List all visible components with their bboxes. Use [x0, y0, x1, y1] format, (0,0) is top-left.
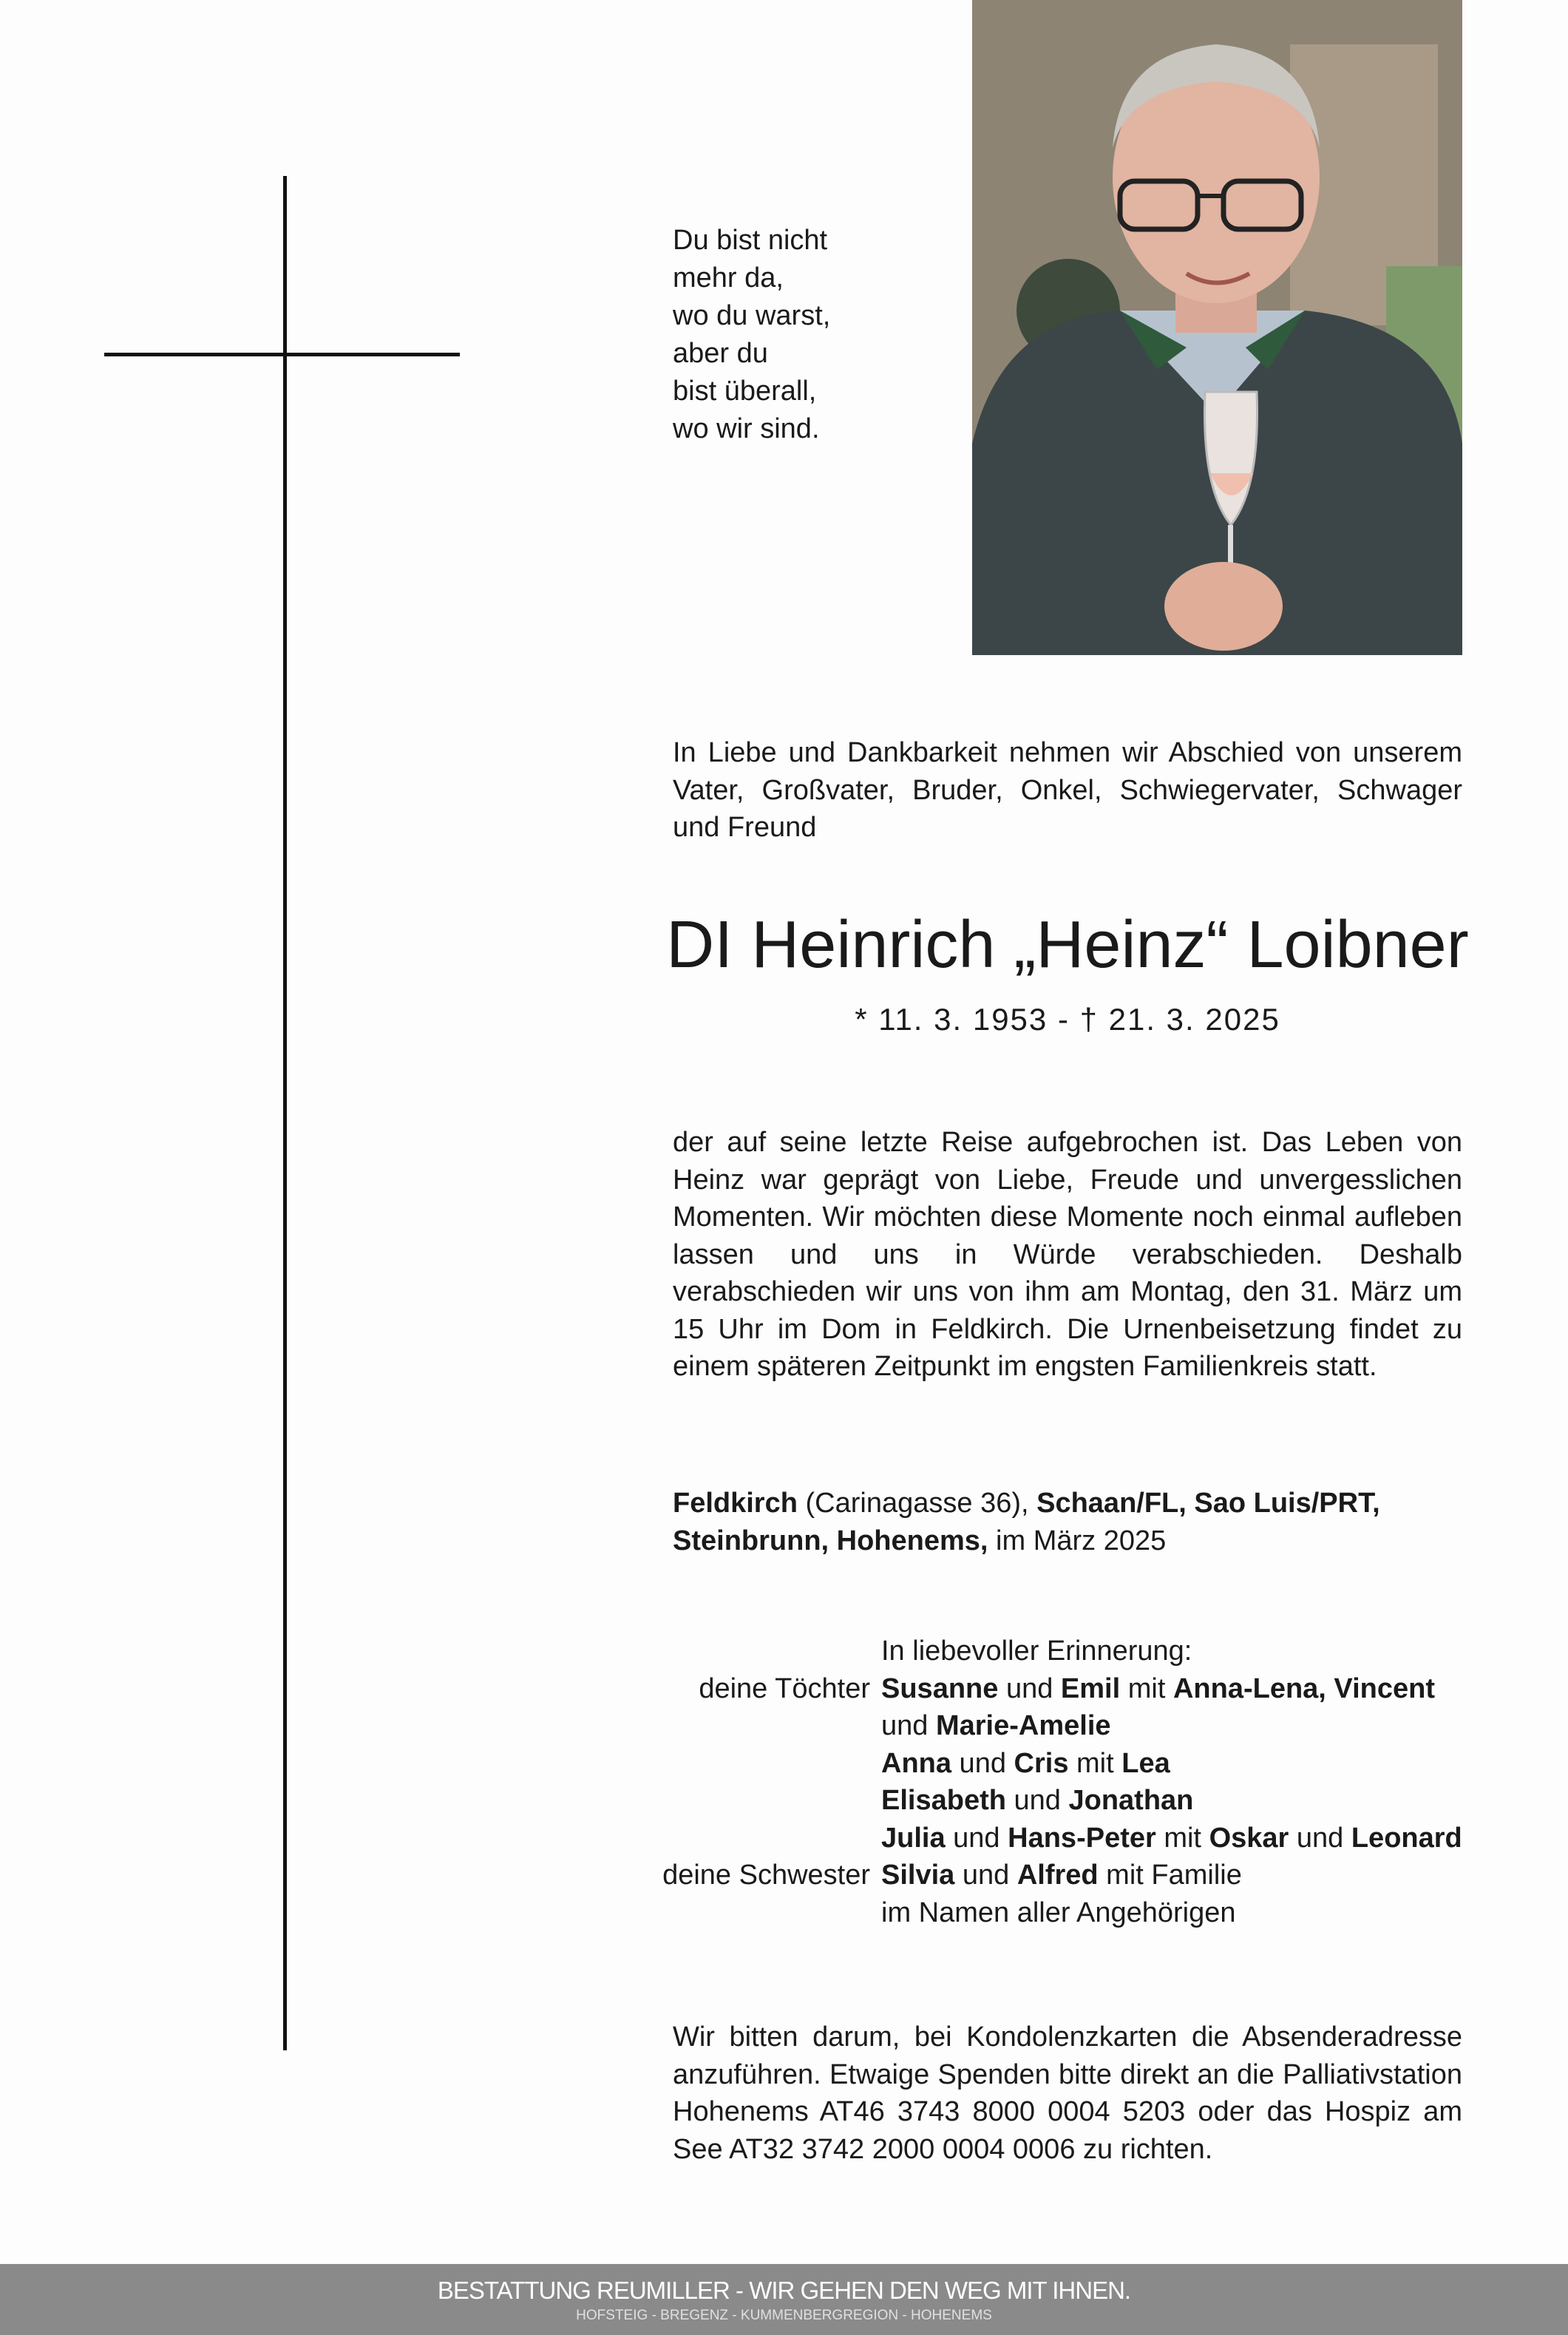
connector-text: und [1005, 1785, 1069, 1816]
ceremony-text: der auf seine letzte Reise aufgebrochen ist. Das Leben von Heinz war geprägt von Liebe, Freude und unvergesslichen Momenten. Wir möchten diese Momente noch einmal aufleben lassen und uns in Würde verabschieden. Deshalb verabschieden wir uns von ihm am Montag, den 31. März um 15 Uhr im Dom in Feldkirch. Die Urnenbeisetzung findet zu einem späteren Zeitpunkt im engsten Familienkreis statt. [673, 1127, 1462, 1382]
family-label-spacer [630, 1707, 881, 1745]
family-line [881, 1707, 1111, 1745]
quote-line: mehr da, [673, 262, 784, 294]
family-label-spacer [630, 1820, 881, 1857]
family-line [881, 1857, 1242, 1894]
quote-line: bist überall, [673, 376, 817, 407]
family-line [881, 1820, 1462, 1857]
connector-text: und [954, 1860, 1017, 1891]
connector-text: mit Familie [1098, 1860, 1242, 1891]
family-list [630, 1633, 1568, 1931]
intro-text: In Liebe und Dankbarkeit nehmen wir Abschied von unserem Vater, Großvater, Bruder, Onkel, Schwiegervater, Schwager und Freund [673, 737, 1462, 843]
family-member-name: Jonathan [1068, 1785, 1194, 1816]
connector-text: und [951, 1747, 1014, 1779]
connector-text: mit [1120, 1673, 1173, 1704]
cross-horizontal-bar [104, 353, 460, 356]
family-member-name: Oskar [1209, 1822, 1289, 1854]
family-label-spacer [630, 1633, 881, 1670]
family-member-name: Marie-Amelie [935, 1710, 1111, 1741]
place-list: Schaan/FL, Sao Luis/PRT, [1036, 1488, 1380, 1519]
family-member-name: Julia [881, 1822, 946, 1854]
family-member-name: Anna [881, 1747, 951, 1779]
family-member-name: Alfred [1017, 1860, 1099, 1891]
places-text [673, 1485, 1462, 1559]
footer-bar [0, 2264, 1568, 2335]
family-member-name: Leonard [1351, 1822, 1462, 1854]
family-closing: im Namen aller Angehörigen [881, 1897, 1236, 1928]
daughters-label: deine Töchter [699, 1673, 870, 1704]
family-line [881, 1745, 1170, 1783]
quote-line: aber du [673, 338, 768, 369]
family-member-name: Silvia [881, 1860, 955, 1891]
connector-text: und [998, 1673, 1061, 1704]
memorial-quote [673, 222, 830, 448]
place-address: (Carinagasse 36), [797, 1488, 1037, 1519]
life-dates: * 11. 3. 1953 - † 21. 3. 2025 [855, 1002, 1280, 1037]
connector-text: und [945, 1822, 1008, 1854]
deceased-name: DI Heinrich „Heinz“ Loibner [666, 908, 1469, 982]
connector-text: und [1289, 1822, 1351, 1854]
family-member-name: Emil [1060, 1673, 1121, 1704]
connector-text: mit [1155, 1822, 1209, 1854]
family-line [881, 1670, 1435, 1708]
family-label-spacer [630, 1782, 881, 1820]
family-member-name: Anna-Lena, Vincent [1172, 1673, 1435, 1704]
family-member-name: Cris [1014, 1747, 1069, 1779]
family-member-name: Elisabeth [881, 1785, 1006, 1816]
footer-title: BESTATTUNG REUMILLER - WIR GEHEN DEN WEG MIT IHNEN. [437, 2277, 1131, 2304]
portrait-photo [972, 0, 1462, 655]
family-member-name: Susanne [881, 1673, 999, 1704]
place-main: Feldkirch [673, 1488, 798, 1519]
cross-vertical-bar [283, 176, 287, 2050]
sister-label: deine Schwester [662, 1860, 870, 1891]
place-date: im März 2025 [988, 1525, 1167, 1556]
place-list: Steinbrunn, Hohenems, [673, 1525, 988, 1556]
family-label-spacer [630, 1745, 881, 1783]
connector-text: mit [1068, 1747, 1122, 1779]
family-label-spacer [630, 1894, 881, 1932]
quote-line: wo du warst, [673, 300, 831, 331]
quote-line: Du bist nicht [673, 225, 828, 256]
family-member-name: Lea [1121, 1747, 1170, 1779]
connector-text: und [881, 1710, 936, 1741]
family-line [881, 1782, 1193, 1820]
donation-notice: Wir bitten darum, bei Kondolenzkarten die Absenderadresse anzuführen. Etwaige Spenden bitte direkt an die Palliativstation Hohenems AT46 3743 8000 0004 5203 oder das Hospiz am See AT32 3742 2000 0004 0006 zu richten. [673, 2021, 1462, 2165]
family-member-name: Hans-Peter [1008, 1822, 1156, 1854]
family-heading: In liebevoller Erinnerung: [881, 1636, 1192, 1667]
footer-regions: HOFSTEIG - BREGENZ - KUMMENBERGREGION - HOHENEMS [576, 2308, 992, 2323]
quote-line: wo wir sind. [673, 413, 820, 444]
